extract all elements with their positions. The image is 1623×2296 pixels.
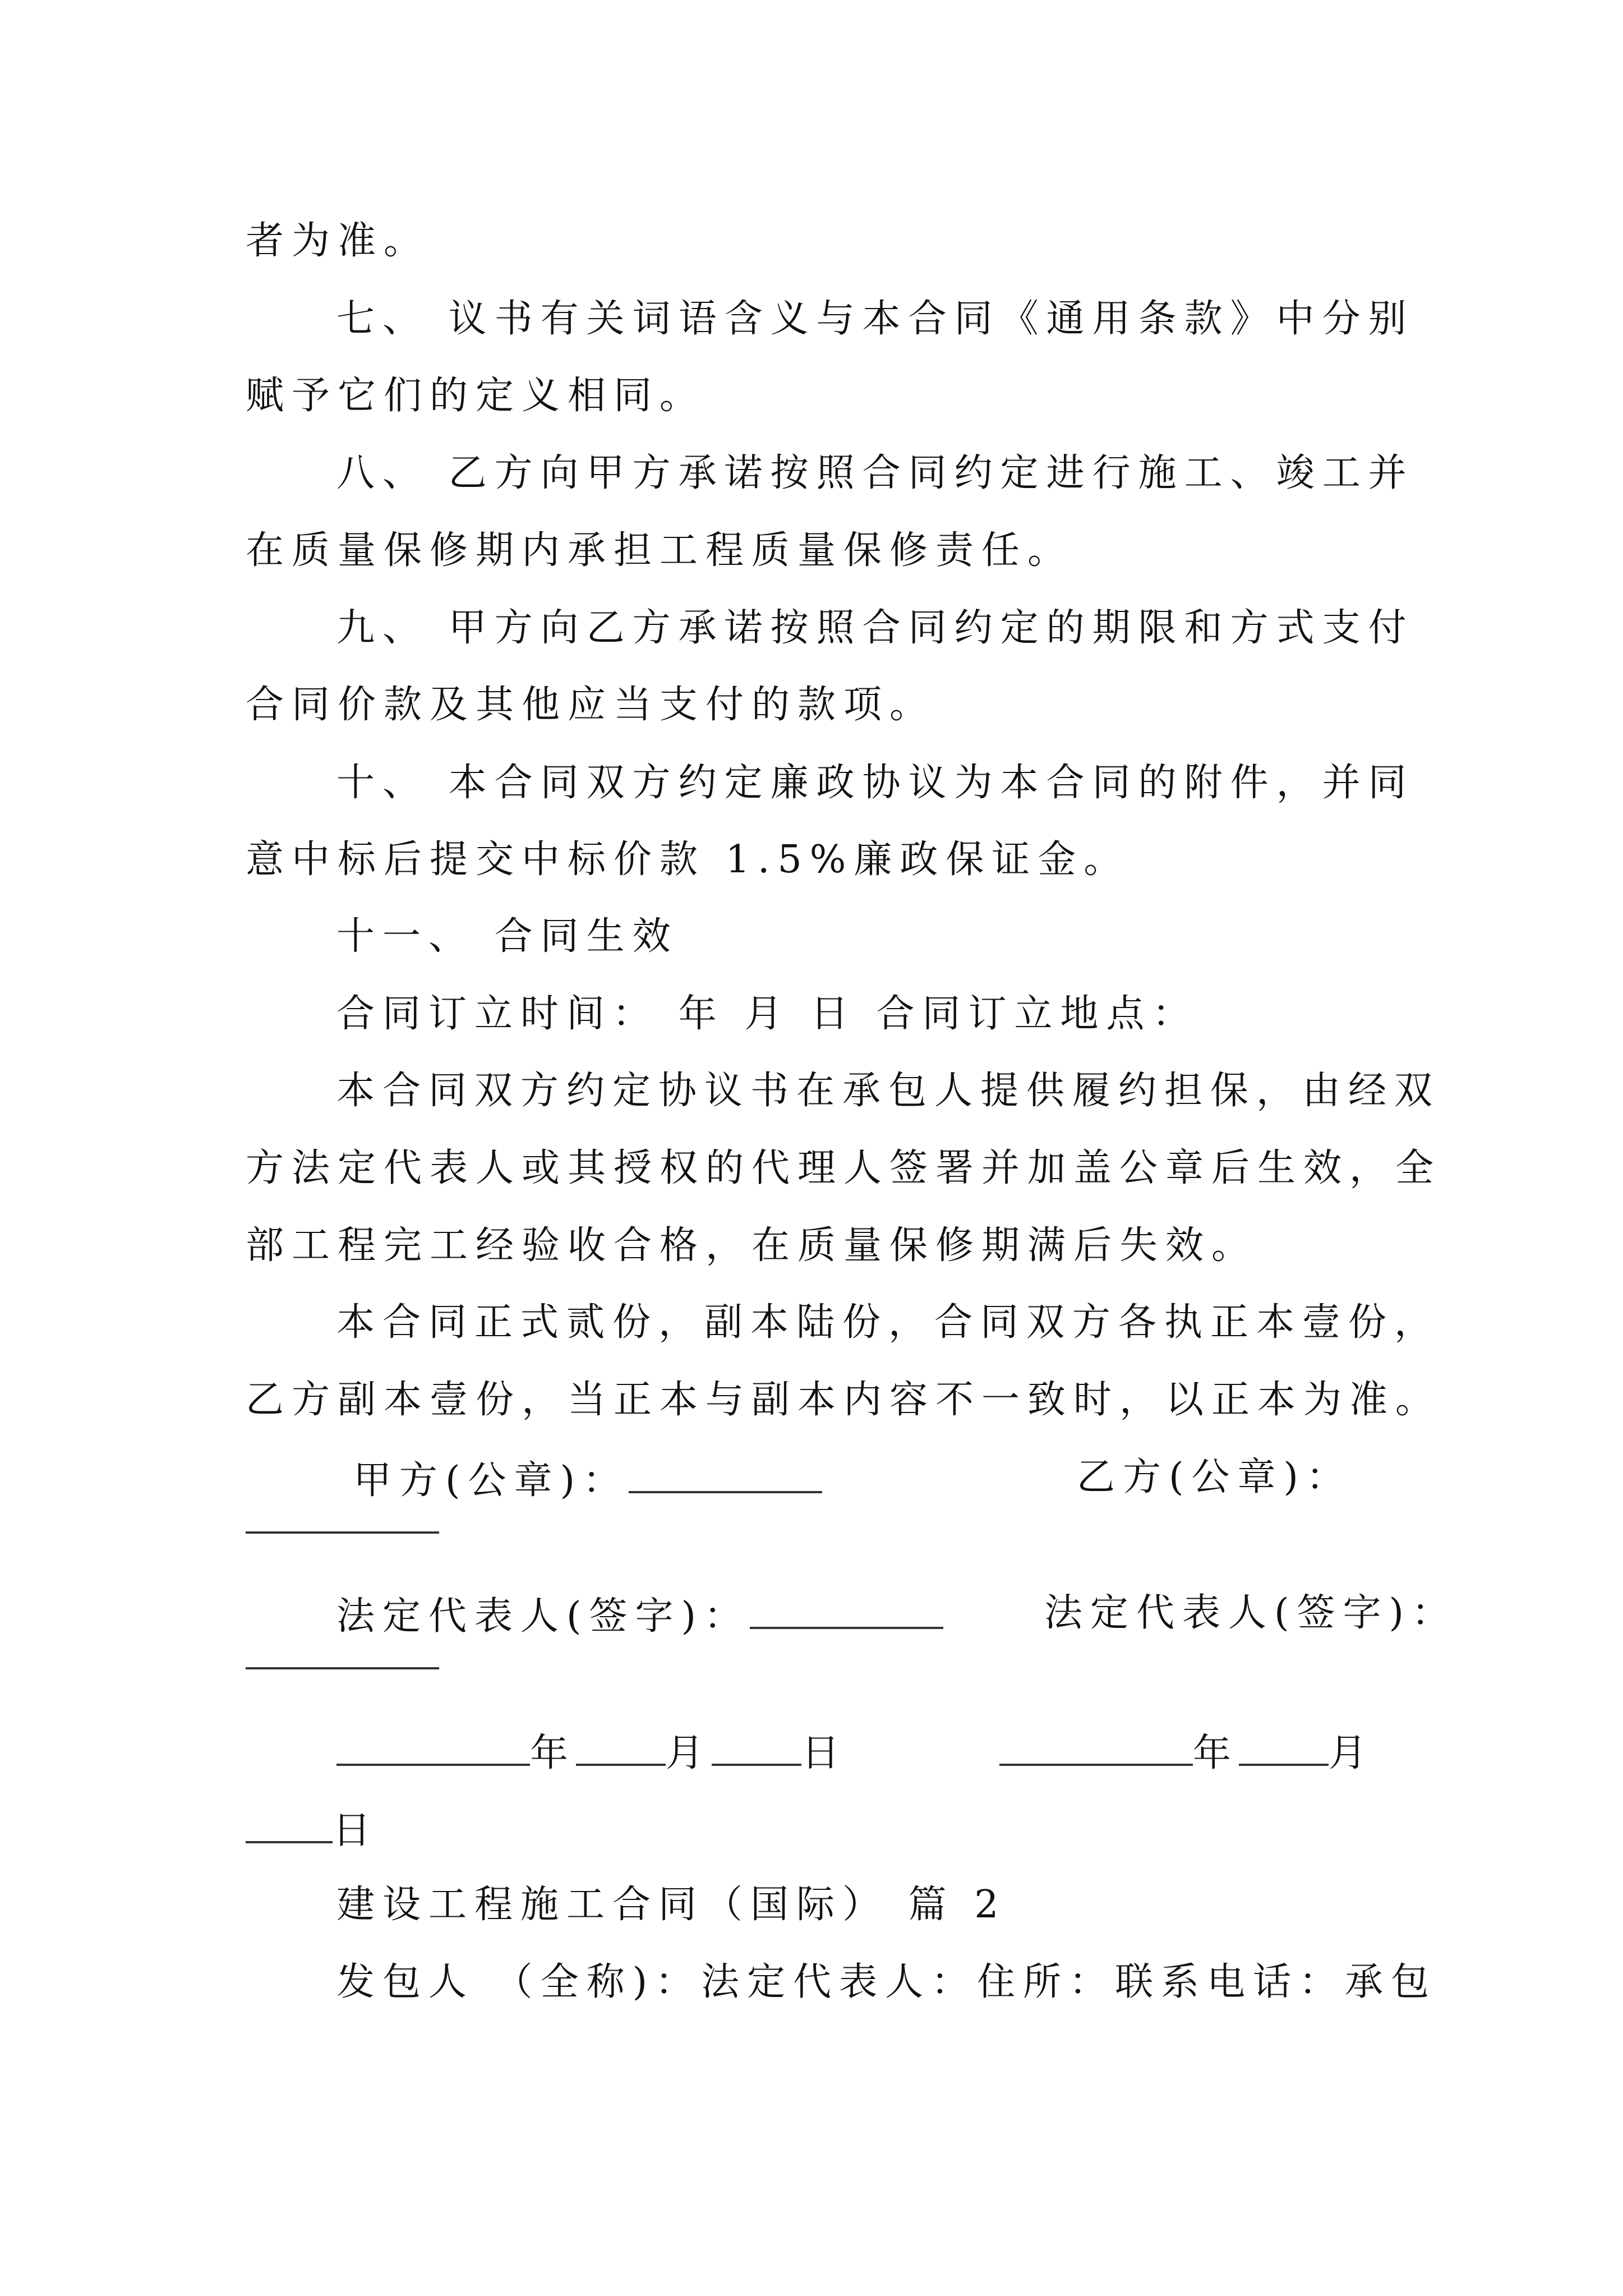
text-line: 部工程完工经验收合格，在质量保修期满后失效。 (246, 1223, 1258, 1268)
date-a-day-blank (712, 1731, 801, 1766)
date-b-day: 日 (333, 1809, 379, 1853)
party-b-label: 乙方(公章)： (1077, 1455, 1353, 1499)
party-b-blank (246, 1531, 439, 1534)
date-b (999, 1731, 1375, 1773)
text-line: 本合同双方约定协议书在承包人提供履约担保，由经双 (336, 1069, 1441, 1113)
text-line: 七、 议书有关词语含义与本合同《通用条款》中分别 (336, 297, 1414, 341)
rep-b-label: 法定代表人(签字)： (1044, 1591, 1458, 1635)
text-line: 者为准。 (246, 219, 430, 263)
party-a-label: 甲方(公章)： (353, 1458, 629, 1503)
party-a-seal-label (353, 1458, 822, 1503)
section-2-first-line: 发包人 （全称)：法定代表人：住所：联系电话：承包 (336, 1960, 1437, 2004)
text-line: 十、 本合同双方约定廉政协议为本合同的附件，并同 (336, 761, 1414, 805)
date-b-day-line (246, 1809, 379, 1853)
rep-a-signature (336, 1594, 943, 1639)
text-line: 九、 甲方向乙方承诺按照合同约定的期限和方式支付 (336, 606, 1414, 650)
date-b-day-blank (246, 1809, 333, 1843)
text-line: 在质量保修期内承担工程质量保修责任。 (246, 528, 1074, 573)
date-b-year: 年 (1193, 1731, 1239, 1775)
text-line: 方法定代表人或其授权的代理人签署并加盖公章后生效，全 (246, 1146, 1442, 1190)
text-line: 乙方副本壹份，当正本与副本内容不一致时，以正本为准。 (246, 1378, 1442, 1422)
rep-b-blank (246, 1667, 439, 1669)
text-line: 合同价款及其他应当支付的款项。 (246, 683, 936, 727)
date-b-month: 月 (1329, 1731, 1375, 1775)
party-b-seal-label (1077, 1455, 1353, 1499)
date-a (336, 1731, 847, 1773)
date-a-year: 年 (530, 1731, 577, 1775)
rep-a-label: 法定代表人(签字)： (336, 1594, 750, 1639)
date-a-month: 月 (666, 1731, 712, 1775)
date-b-year-blank (999, 1731, 1193, 1766)
text-line: 赋予它们的定义相同。 (246, 374, 706, 418)
section-2-title: 建设工程施工合同（国际） 篇 2 (336, 1883, 1007, 1927)
date-a-day: 日 (801, 1731, 848, 1775)
text-line: 八、 乙方向甲方承诺按照合同约定进行施工、竣工并 (336, 451, 1414, 495)
date-b-month-blank (1239, 1731, 1329, 1766)
text-line: 合同订立时间： 年 月 日 合同订立地点： (336, 992, 1198, 1036)
party-a-blank (629, 1458, 822, 1493)
text-line: 十一、 合同生效 (336, 914, 679, 959)
date-a-month-blank (576, 1731, 666, 1766)
text-line: 本合同正式贰份，副本陆份，合同双方各执正本壹份， (336, 1300, 1441, 1345)
date-a-year-blank (336, 1731, 530, 1766)
rep-b-signature (1044, 1591, 1458, 1635)
rep-a-blank (750, 1594, 943, 1629)
text-line: 意中标后提交中标价款 1.5%廉政保证金。 (246, 838, 1130, 882)
